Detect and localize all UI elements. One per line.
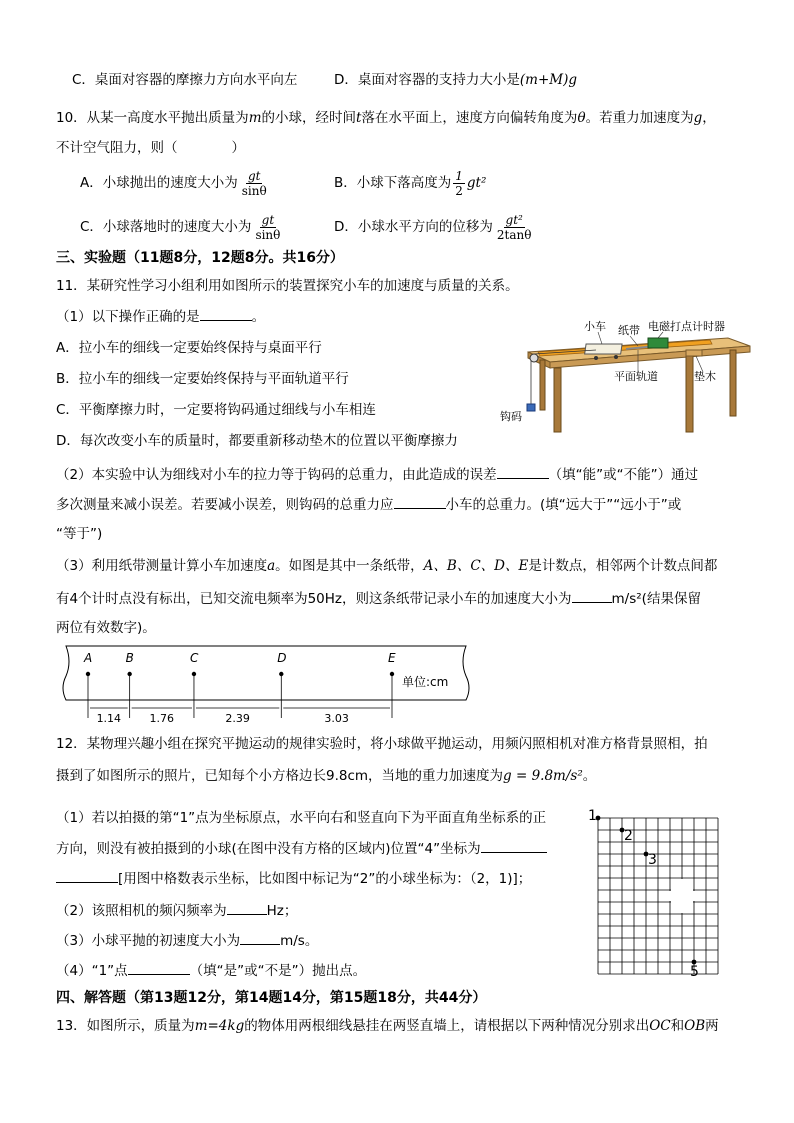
q10-stem-2: 不计空气阻力，则（ ） [56,140,245,156]
q13-stem: 13．如图所示，质量为m=4kg的物体用两根细线悬挂在两竖直墙上，请根据以下两种情况分别求出OC和OB两 [56,1018,719,1034]
grid-figure [586,806,736,986]
q12-part1-c: [用图中格数表示坐标，比如图中标记为“2”的小球坐标为：（2，1)]； [56,868,531,889]
tape-gap-label: 1.14 [96,712,122,725]
label-track: 平面轨道 [614,370,658,383]
q11-intro: 11．某研究性学习小组利用如图所示的装置探究小车的加速度与质量的关系。 [56,278,519,294]
q11-part1: （1）以下操作正确的是 。 [56,306,265,327]
grid-label-1: 1 [588,808,597,824]
q9-option-c: C．桌面对容器的摩擦力方向水平向左 [72,72,298,88]
grid-lines [598,818,718,974]
q12-stem-2: 摄到了如图所示的照片，已知每个小方格边长9.8cm，当地的重力加速度为g = 9.8m/s²。 [56,768,597,784]
q10-option-d: D．小球水平方向的位移为 $\frac{\text{gt²}}{2\tan\theta}$ [334,212,532,242]
tape-gap-label: 1.76 [149,712,175,725]
label-tape: 纸带 [618,324,640,337]
q11-part2-a: （2）本实验中认为细线对小车的拉力等于钩码的总重力，由此造成的误差 （填“能”或“不能”）通过 [56,464,698,485]
tape-unit: 单位:cm [402,675,449,689]
label-weight: 钩码 [500,410,522,423]
q12-part3: （3）小球平抛的初速度大小为 m/s。 [56,930,318,951]
tape-point-label-A: A [84,651,93,665]
q11-option-a: A．拉小车的细线一定要始终保持与桌面平行 [56,340,322,356]
tape-point-label-B: B [125,651,134,665]
q10-option-c: C．小球落地时的速度大小为 $\frac{gt}{\sin\theta}$ [80,212,281,242]
label-block: 垫木 [694,370,716,383]
q11-option-b: B．拉小车的细线一定要始终保持与平面轨道平行 [56,371,349,387]
q12-part2: （2）该照相机的频闪频率为 Hz； [56,900,297,921]
q11-part3-b: 有4个计时点没有标出，已知交流电频率为50Hz，则这条纸带记录小车的加速度大小为 m/s²(结果保留 [56,588,701,609]
grid-label-5: 5 [690,964,699,980]
q11-part2-b: 多次测量来减小误差。若要减小误差，则钩码的总重力应 小车的总重力。(填“远大于”“远小于”或 [56,494,681,515]
q11-part3-a: （3）利用纸带测量计算小车加速度a。如图是其中一条纸带，A、B、C、D、E是计数点，相邻两个计数点间都 [56,558,718,574]
tape-gap-label: 2.39 [225,712,250,725]
q11-option-d: D．每次改变小车的质量时，都要重新移动垫木的位置以平衡摩擦力 [56,433,458,449]
grid-label-2: 2 [624,828,633,844]
q10-stem: 10．从某一高度水平抛出质量为m的小球，经时间t落在水平面上，速度方向偏转角度为θ。若重力加速度为g， [56,110,716,126]
q12-part4: （4）“1”点 （填“是”或“不是”）抛出点。 [56,960,366,981]
q12-stem-1: 12．某物理兴趣小组在探究平抛运动的规律实验时，将小球做平抛运动，用频闪照相机对准方格背景照相，拍 [56,736,708,752]
q10-option-a: A．小球抛出的速度大小为 $\frac{gt}{\sin\theta}$ [80,168,267,198]
section-4-title: 四、解答题（第13题12分，第14题14分，第15题18分，共44分） [56,990,487,1006]
q10-option-b: B．小球下落高度为 $\frac{1}{2}$ gt² [334,168,487,198]
label-timer: 电磁打点计时器 [648,320,725,333]
tape-point-label-D: D [277,651,287,665]
q12-part1-a: （1）若以拍摄的第“1”点为坐标原点，水平向右和竖直向下为平面直角坐标系的正 [56,810,547,826]
label-car: 小车 [584,320,606,333]
grid-label-3: 3 [648,852,657,868]
paper-tape-figure [56,642,476,728]
q11-part3-c: 两位有效数字)。 [56,620,156,636]
q9-option-d: D．桌面对容器的支持力大小是(m+M)g [334,72,578,88]
q11-option-c: C．平衡摩擦力时，一定要将钩码通过细线与小车相连 [56,402,376,418]
section-3-title: 三、实验题（11题8分，12题8分。共16分） [56,250,344,266]
tape-point-label-E: E [388,651,396,665]
apparatus-figure [498,316,756,440]
q12-part1-b: 方向，则没有被拍摄到的小球(在图中没有方格的区域内)位置“4”坐标为 [56,838,547,859]
tape-gap-label: 3.03 [324,712,349,725]
tape-point-label-C: C [189,651,199,665]
q11-part2-c: “等于”) [56,526,103,542]
